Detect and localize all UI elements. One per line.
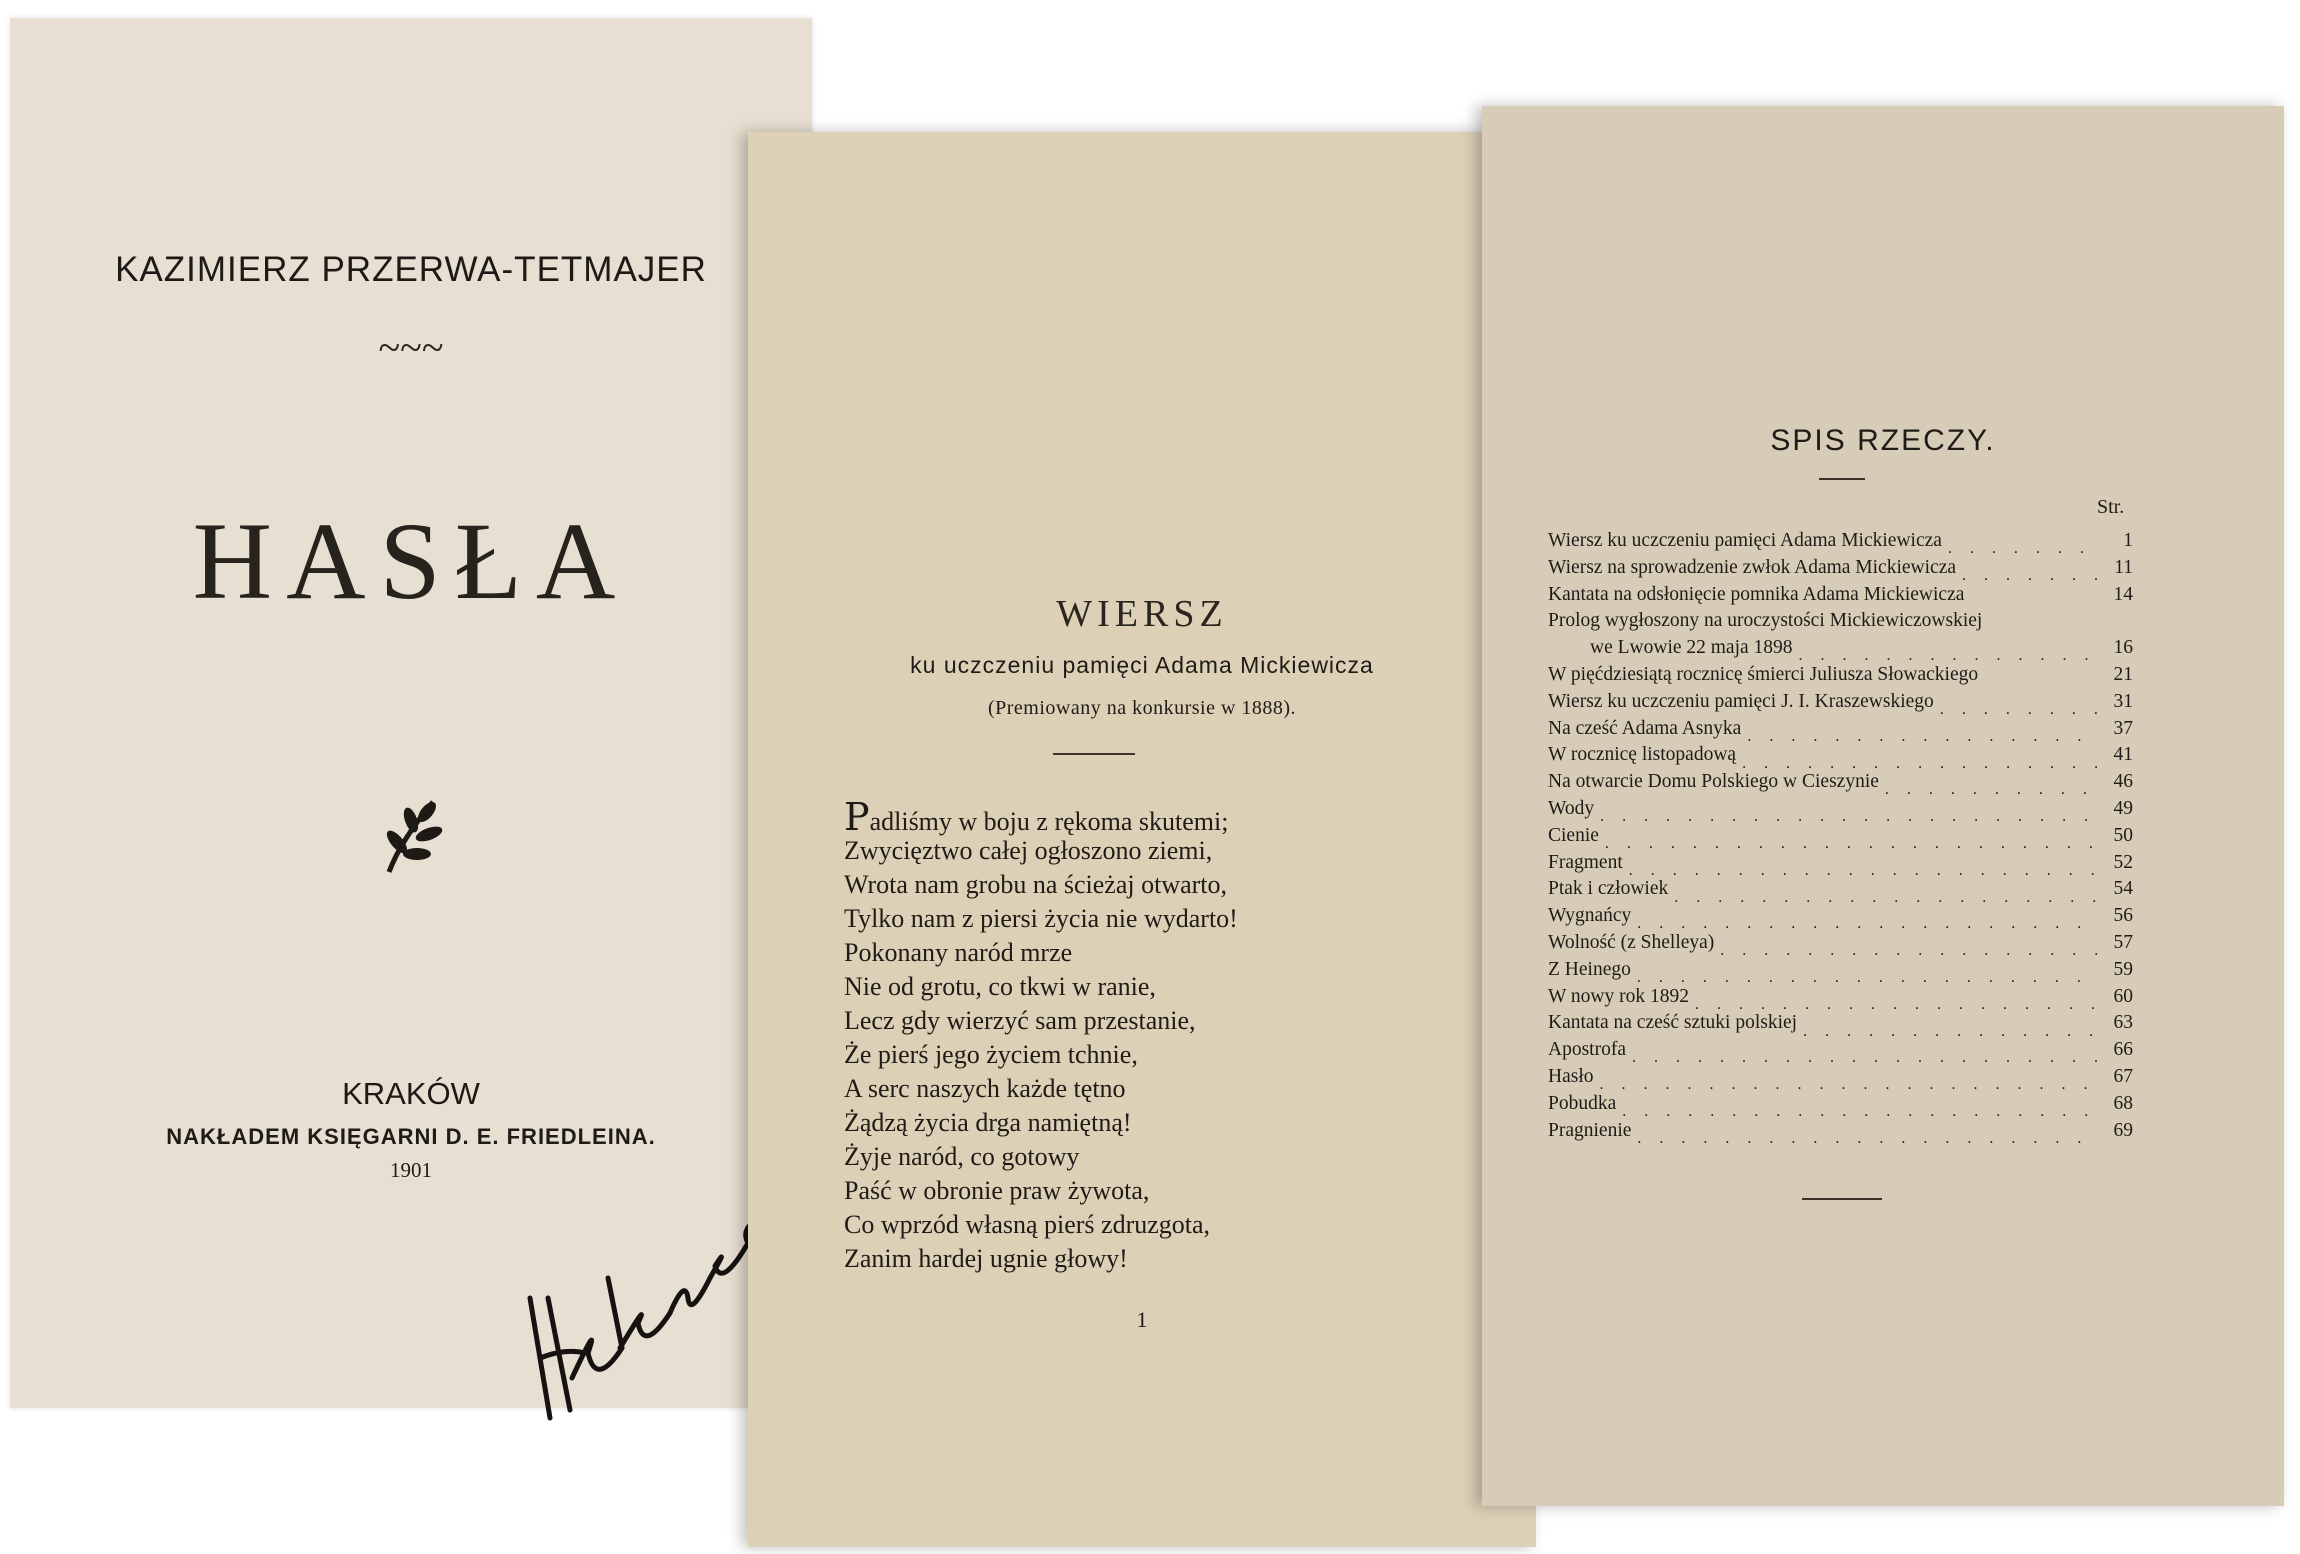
toc-entry <box>1548 1118 2133 1145</box>
toc-leader-dots <box>1629 857 2097 877</box>
toc-entry-title: W nowy rok 1892 <box>1548 985 1690 1007</box>
toc-entry <box>1548 876 2133 903</box>
toc-entry-title: Na otwarcie Domu Polskiego w Cieszynie <box>1548 771 1879 793</box>
toc-entry-title: Ptak i człowiek <box>1548 878 1669 900</box>
toc-entry-title: Wiersz ku uczczeniu pamięci Adama Mickiewicza <box>1548 530 1942 551</box>
toc-entry-page: 60 <box>2113 985 2133 1007</box>
publication-city: KRAKÓW <box>342 1076 480 1111</box>
toc-entry-title: Na cześć Adama Asnyka <box>1548 717 1742 739</box>
ornament-tilde: ~~~ <box>378 325 444 370</box>
toc-entry <box>1548 769 2133 796</box>
toc-entry-page: 1 <box>2123 530 2133 551</box>
poem-line: Paść w obronie praw żywota, <box>844 1176 1150 1205</box>
toc-entry-page: 67 <box>2113 1065 2133 1087</box>
publisher: NAKŁADEM KSIĘGARNI D. E. FRIEDLEINA. <box>166 1124 656 1149</box>
poem-note: (Premiowany na konkursie w 1888). <box>987 697 1297 719</box>
page-column-label: Str. <box>2097 496 2125 518</box>
poem-line: Żądzą życia drga namiętną! <box>844 1108 1132 1137</box>
toc-leader-dots <box>1637 910 2097 930</box>
toc-entry-page: 59 <box>2113 958 2133 980</box>
poem-line: Tylko nam z piersi życia nie wydarto! <box>844 904 1238 933</box>
toc-entry-title: Wygnańcy <box>1548 905 1632 927</box>
toc-entry <box>1548 528 2133 555</box>
toc-leader-dots <box>1637 964 2097 984</box>
toc-entry-title: Hasło <box>1548 1065 1594 1087</box>
publication-year: 1901 <box>390 1158 432 1182</box>
toc-entry <box>1548 742 2133 769</box>
toc-entry <box>1548 582 2133 609</box>
poem-line: Zwycięztwo całej ogłoszono ziemi, <box>844 836 1213 865</box>
toc-entry-title: Kantata na odsłonięcie pomnika Adama Mickiewicza <box>1548 583 1965 605</box>
toc-entry-title: Fragment <box>1548 851 1623 873</box>
toc-leader-dots <box>1948 535 2097 555</box>
author-name: KAZIMIERZ PRZERWA-TETMAJER <box>115 250 707 289</box>
toc-entry-title: Kantata na cześć sztuki polskiej <box>1548 1012 1798 1034</box>
toc-entry-title: Wody <box>1548 797 1595 819</box>
toc-entry-page: 46 <box>2113 771 2133 793</box>
toc-entry-page: 14 <box>2113 583 2133 605</box>
toc-entry-page: 56 <box>2113 905 2133 927</box>
toc-leader-dots <box>1803 1018 2097 1038</box>
toc-title: SPIS RZECZY. <box>1770 424 1996 457</box>
toc-entry <box>1548 608 2133 635</box>
toc-entry-page: 52 <box>2113 851 2133 873</box>
toc-entry-title: Apostrofa <box>1548 1039 1626 1061</box>
toc-entry-page: 66 <box>2113 1039 2133 1061</box>
toc-leader-dots <box>1605 830 2097 850</box>
toc-entry-title: Cienie <box>1548 824 1599 846</box>
toc-entry <box>1548 796 2133 823</box>
poem-line: Żyje naród, co gotowy <box>844 1142 1080 1171</box>
toc-leader-dots <box>1600 803 2097 823</box>
toc-entry <box>1548 930 2133 957</box>
toc-page <box>1482 106 2284 1506</box>
toc-leader-dots <box>1940 696 2097 716</box>
toc-entry <box>1548 1037 2133 1064</box>
poem-line: Nie od grotu, co tkwi w ranie, <box>844 972 1156 1001</box>
divider <box>1802 1198 1882 1200</box>
divider <box>1053 753 1135 755</box>
toc-entry <box>1548 823 2133 850</box>
toc-list <box>1548 528 2133 1144</box>
poem-line: Pokonany naród mrze <box>844 938 1073 967</box>
toc-entry <box>1548 850 2133 877</box>
page-number: 1 <box>1136 1307 1148 1332</box>
poem-line: Zanim hardej ugnie głowy! <box>844 1244 1128 1273</box>
toc-entry-title: Wiersz ku uczczeniu pamięci J. I. Kraszewskiego <box>1548 690 1934 712</box>
toc-leader-dots <box>1674 884 2097 904</box>
toc-entry <box>1548 957 2133 984</box>
poem-page <box>748 132 1536 1547</box>
laurel-icon <box>10 790 812 885</box>
toc-leader-dots <box>1720 937 2097 957</box>
toc-entry <box>1548 689 2133 716</box>
toc-entry <box>1548 716 2133 743</box>
toc-leader-dots <box>1747 723 2097 743</box>
toc-entry-page: 69 <box>2113 1119 2133 1141</box>
toc-entry-page: 57 <box>2113 931 2133 953</box>
poem-text <box>844 795 1484 1276</box>
toc-leader-dots <box>1962 562 2097 582</box>
toc-entry-title: Pobudka <box>1548 1092 1617 1114</box>
toc-entry-page: 16 <box>2113 637 2133 659</box>
toc-entry <box>1548 903 2133 930</box>
toc-entry-page: 41 <box>2113 744 2133 766</box>
poem-line: Padliśmy w boju z rękoma skutemi; <box>844 795 1229 839</box>
toc-entry <box>1548 555 2133 582</box>
toc-leader-dots <box>1600 1071 2098 1091</box>
toc-leader-dots <box>1637 1125 2097 1145</box>
book-title: HASŁA <box>192 500 630 622</box>
title-page <box>10 18 812 1408</box>
divider <box>1819 478 1865 480</box>
toc-entry <box>1548 1091 2133 1118</box>
poem-subtitle: ku uczczeniu pamięci Adama Mickiewicza <box>910 652 1374 678</box>
toc-entry-title: Wiersz na sprowadzenie zwłok Adama Mickiewicza <box>1548 556 1957 578</box>
toc-entry-page: 37 <box>2113 717 2133 739</box>
toc-entry-title: we Lwowie 22 maja 1898 <box>1590 637 1793 659</box>
poem-line: A serc naszych każde tętno <box>844 1074 1126 1103</box>
toc-leader-dots <box>1742 750 2097 770</box>
toc-entry-title: W pięćdziesiątą rocznicę śmierci Juliusza Słowackiego <box>1548 663 1979 685</box>
toc-entry <box>1548 662 2133 689</box>
toc-entry-page: 11 <box>2114 556 2133 578</box>
toc-entry-page: 54 <box>2113 878 2133 900</box>
toc-entry <box>1548 1010 2133 1037</box>
toc-leader-dots <box>1622 1098 2097 1118</box>
toc-entry-page: 21 <box>2113 663 2133 685</box>
toc-entry-title: W rocznicę listopadową <box>1548 744 1737 766</box>
handwritten-signature <box>510 1148 770 1433</box>
toc-entry-title: Prolog wygłoszony na uroczystości Mickiewiczowskiej <box>1548 610 1983 632</box>
poem-line: Że pierś jego życiem tchnie, <box>844 1040 1138 1069</box>
toc-entry-page: 49 <box>2113 797 2133 819</box>
toc-entry <box>1548 984 2133 1011</box>
toc-leader-dots <box>1885 776 2097 796</box>
toc-entry-page: 68 <box>2113 1092 2133 1114</box>
toc-entry <box>1548 1064 2133 1091</box>
poem-line: Lecz gdy wierzyć sam przestanie, <box>844 1006 1196 1035</box>
toc-entry-page: 63 <box>2113 1012 2133 1034</box>
poem-line: Co wprzód własną pierś zdruzgota, <box>844 1210 1211 1239</box>
toc-entry-title: Pragnienie <box>1548 1119 1632 1141</box>
toc-leader-dots <box>1632 1044 2097 1064</box>
poem-title: WIERSZ <box>1056 593 1228 635</box>
toc-entry-page: 50 <box>2113 824 2133 846</box>
toc-entry <box>1548 635 2133 662</box>
poem-line: Wrota nam grobu na ścieżaj otwarto, <box>844 870 1228 899</box>
toc-leader-dots <box>1799 642 2097 662</box>
toc-leader-dots <box>1695 991 2097 1011</box>
toc-entry-title: Z Heinego <box>1548 958 1631 980</box>
toc-entry-page: 31 <box>2113 690 2133 712</box>
toc-entry-title: Wolność (z Shelleya) <box>1548 931 1715 953</box>
